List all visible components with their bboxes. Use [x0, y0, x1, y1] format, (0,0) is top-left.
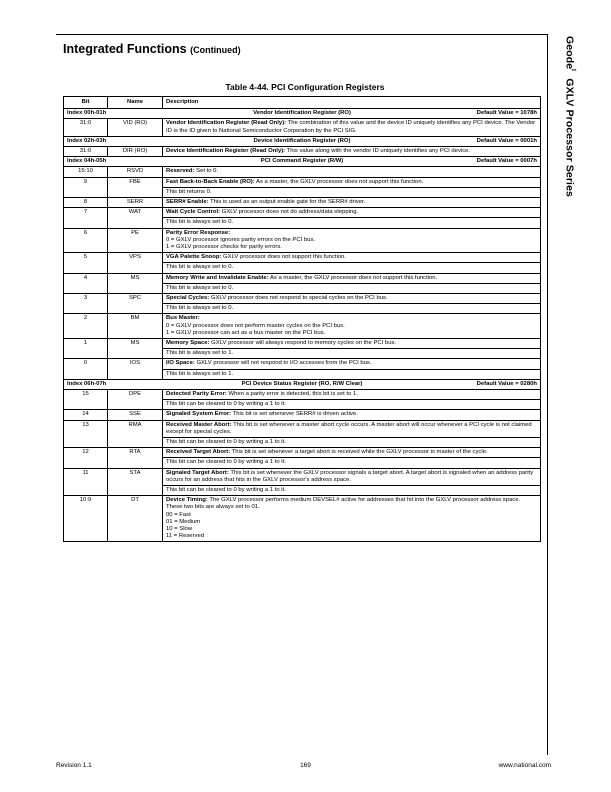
- field-name-cell: PE: [108, 228, 163, 253]
- table-body: [64, 109, 541, 542]
- description-cell: [163, 228, 541, 253]
- bit-cell: 14: [64, 410, 108, 420]
- description-cell: [163, 146, 541, 156]
- bit-cell: 8: [64, 197, 108, 207]
- description-label: Signaled Target Abort:: [166, 469, 229, 476]
- description-value-line: 00 = Fast: [166, 511, 191, 518]
- bit-cell: 4: [64, 273, 108, 293]
- description-body: This value along with the vendor ID uniquely identifies any PCI device.: [285, 147, 471, 154]
- description-note: This bit is always set to 0.: [163, 283, 540, 292]
- description-body: When a parity error is detected, this bit is set to 1.: [226, 391, 358, 398]
- description-text: [166, 209, 537, 216]
- description-label: Signaled System Error:: [166, 411, 232, 418]
- description-value-line: 11 = Reserved: [166, 533, 205, 540]
- description-note: This bit can be cleared to 0 by writing a 1 to it.: [163, 457, 540, 466]
- table-caption: Table 4-44. PCI Configuration Registers: [225, 82, 385, 92]
- description-label: Reserved:: [166, 168, 195, 175]
- register-bit-row: [64, 448, 541, 468]
- field-name-cell: MS: [108, 273, 163, 293]
- field-name-cell: DPE: [108, 390, 163, 410]
- description-note: This bit is always set to 0.: [163, 217, 540, 226]
- register-index: Index 00h-01h: [67, 110, 107, 117]
- description-note: This bit can be cleared to 0 by writing a 1 to it.: [163, 437, 540, 446]
- section-heading: [63, 42, 241, 56]
- description-text: [166, 391, 537, 398]
- description-value-line: 0 = GXLV processor ignores parity errors on the PCI bus.: [166, 236, 316, 243]
- register-bit-row: [64, 410, 541, 420]
- register-title: Vendor Identification Register (RO): [253, 110, 351, 117]
- register-bit-row: [64, 146, 541, 156]
- footer-website: www.national.com: [498, 762, 551, 769]
- register-bit-row: [64, 496, 541, 542]
- description-text: [166, 497, 537, 511]
- description-body: This bit is set whenever the GXLV processor signals a target abort. A target abort is signaled when an address parity occurs for an address that hits in the GXLV processor's address space.: [166, 469, 534, 483]
- description-body: As a master, the GXLV processor does not support this function.: [268, 274, 438, 281]
- description-label: Special Cycles:: [166, 295, 210, 302]
- description-body: As a master, the GXLV processor does not support this function.: [254, 178, 424, 185]
- description-cell: [163, 420, 541, 448]
- description-value-line: 10 = Slow: [166, 526, 193, 533]
- register-bit-row: [64, 253, 541, 273]
- description-label: Received Target Abort:: [166, 449, 231, 456]
- field-name-cell: IOS: [108, 359, 163, 379]
- description-cell: [163, 273, 541, 293]
- register-index-cell: [64, 136, 541, 146]
- description-body: This bit is set whenever a master abort cycle occurs. A master abort will occur whenever a PCI cycle is not claimed except for special cycles.: [166, 421, 532, 435]
- description-note: This bit can be cleared to 0 by writing a 1 to it.: [163, 399, 540, 408]
- description-body: The GXLV processor performs medium DEVSEL# active for addresses that hit into the GXLV processor address space. These two bits are always set to 01.: [166, 497, 521, 511]
- register-bit-row: [64, 314, 541, 339]
- description-text: [166, 411, 537, 418]
- register-index: Index 04h-05h: [67, 158, 107, 165]
- description-note: This bit can be cleared to 0 by writing a 1 to it.: [163, 485, 540, 494]
- field-name-cell: RMA: [108, 420, 163, 448]
- register-bit-row: [64, 197, 541, 207]
- bit-cell: 1: [64, 339, 108, 359]
- heading-continued: (Continued): [190, 45, 241, 55]
- description-value-line: 01 = Medium: [166, 518, 201, 525]
- description-label: Memory Write and Invalidate Enable:: [166, 274, 269, 281]
- description-cell: [163, 119, 541, 136]
- bit-cell: 10:9: [64, 496, 108, 542]
- bit-cell: 5: [64, 253, 108, 273]
- register-bit-row: [64, 273, 541, 293]
- register-index-row: [64, 109, 541, 119]
- description-cell: [163, 177, 541, 197]
- description-note: This bit is always set to 0.: [163, 262, 540, 271]
- description-cell: [163, 390, 541, 410]
- description-text: [166, 449, 537, 456]
- bit-cell: 9: [64, 177, 108, 197]
- description-cell: [163, 339, 541, 359]
- register-bit-row: [64, 228, 541, 253]
- description-cell: [163, 359, 541, 379]
- register-default-value: Default Value = 1078h: [476, 110, 537, 117]
- description-label: I/O Space:: [166, 360, 195, 367]
- bit-cell: 15:10: [64, 167, 108, 177]
- description-text: [166, 254, 537, 261]
- description-text: [166, 120, 537, 134]
- description-cell: [163, 253, 541, 273]
- register-bit-row: [64, 468, 541, 496]
- description-value-line: 1 = GXLV processor checks for parity errors.: [166, 244, 282, 250]
- field-name-cell: STA: [108, 468, 163, 496]
- description-text: [166, 148, 537, 155]
- col-header-description: Description: [163, 97, 541, 109]
- pci-config-table: [63, 96, 541, 542]
- description-cell: [163, 294, 541, 314]
- side-title: Geode™ GXLV Processor Series: [563, 36, 577, 197]
- field-name-cell: RTA: [108, 448, 163, 468]
- description-note: This bit returns 0.: [163, 187, 540, 196]
- field-name-cell: DT: [108, 496, 163, 542]
- description-text: [166, 230, 537, 237]
- description-label: Vendor Identification Register (Read Only):: [166, 120, 287, 127]
- field-name-cell: VPS: [108, 253, 163, 273]
- register-bit-row: [64, 359, 541, 379]
- register-index-cell: [64, 379, 541, 389]
- col-header-bit: Bit: [64, 97, 108, 109]
- register-default-value: Default Value = 0001h: [476, 137, 537, 144]
- description-cell: [163, 410, 541, 420]
- field-name-cell: VID (RO): [108, 119, 163, 136]
- description-body: This bit is set whenever a target abort is received while the GXLV processor is master of the cycle.: [230, 449, 488, 456]
- description-label: Fast Back-to-Back Enable (RO):: [166, 178, 255, 185]
- bit-cell: 11: [64, 468, 108, 496]
- description-label: Memory Space:: [166, 340, 210, 347]
- bit-cell: 12: [64, 448, 108, 468]
- bit-cell: 0: [64, 359, 108, 379]
- bit-cell: 15: [64, 390, 108, 410]
- description-label: Device Timing:: [166, 497, 208, 504]
- description-cell: [163, 496, 541, 542]
- description-text: [166, 340, 537, 347]
- description-note: This bit is always set to 1.: [163, 348, 540, 357]
- table-header-row: [64, 97, 541, 109]
- description-label: Parity Error Response:: [166, 229, 231, 236]
- description-body: GXLV processor will not respond to I/O accesses from the PCI bus.: [194, 360, 372, 367]
- description-label: SERR# Enable:: [166, 198, 209, 205]
- description-text: [166, 179, 537, 186]
- description-cell: [163, 208, 541, 228]
- register-index: Index 02h-03h: [67, 137, 107, 144]
- register-index-row: [64, 136, 541, 146]
- field-name-cell: SERR: [108, 197, 163, 207]
- description-label: Detected Parity Error:: [166, 391, 227, 398]
- footer-revision: Revision 1.1: [56, 762, 92, 769]
- col-header-name: Name: [108, 97, 163, 109]
- field-name-cell: SSE: [108, 410, 163, 420]
- register-title: PCI Device Status Register (RO, R/W Clear): [241, 380, 363, 387]
- register-index-row: [64, 379, 541, 389]
- description-text: [166, 275, 537, 282]
- description-note: This bit is always set to 0.: [163, 303, 540, 312]
- register-index-cell: [64, 157, 541, 167]
- description-label: Device Identification Register (Read Only):: [166, 147, 286, 154]
- register-default-value: Default Value = 0280h: [476, 380, 537, 387]
- bit-cell: 7: [64, 208, 108, 228]
- register-title: PCI Command Register (R/W): [260, 158, 344, 165]
- bit-cell: 6: [64, 228, 108, 253]
- register-index-cell: [64, 109, 541, 119]
- bit-cell: 2: [64, 314, 108, 339]
- register-index-row: [64, 157, 541, 167]
- register-bit-row: [64, 119, 541, 136]
- field-name-cell: WAT: [108, 208, 163, 228]
- description-text: [166, 199, 537, 206]
- description-text: [166, 470, 537, 484]
- bit-cell: 31:0: [64, 146, 108, 156]
- register-bit-row: [64, 339, 541, 359]
- description-label: VGA Palette Snoop:: [166, 254, 222, 261]
- field-name-cell: FBE: [108, 177, 163, 197]
- description-cell: [163, 197, 541, 207]
- description-cell: [163, 468, 541, 496]
- description-cell: [163, 448, 541, 468]
- description-body: Set to 0.: [194, 168, 219, 175]
- footer-page-number: 169: [300, 762, 311, 769]
- description-cell: [163, 167, 541, 177]
- description-label: Received Master Abort:: [166, 421, 232, 428]
- register-bit-row: [64, 294, 541, 314]
- register-bit-row: [64, 390, 541, 410]
- description-text: [166, 168, 537, 175]
- description-label: Bus Master:: [166, 315, 200, 322]
- description-text: [166, 315, 537, 322]
- field-name-cell: DIR (RO): [108, 146, 163, 156]
- description-body: This bit is set whenever SERR# is driven active.: [231, 411, 358, 418]
- description-body: GXLV processor does not respond to special cycles on the PCI bus.: [209, 295, 388, 302]
- register-title: Device Identification Register (RO): [253, 137, 351, 144]
- description-body: This is used as an output enable gate for the SERR# driver.: [208, 198, 366, 205]
- bit-cell: 3: [64, 294, 108, 314]
- description-value-line: 0 = GXLV processor does not perform master cycles on the PCI bus.: [166, 322, 345, 329]
- description-text: [166, 422, 537, 436]
- heading-main: Integrated Functions: [63, 42, 191, 56]
- description-text: [166, 360, 537, 367]
- field-name-cell: MS: [108, 339, 163, 359]
- description-label: Wait Cycle Control:: [166, 209, 221, 216]
- register-index: Index 06h-07h: [67, 380, 107, 387]
- field-name-cell: SPC: [108, 294, 163, 314]
- description-body: The combination of this value and the device ID uniquely identifies any PCI device. The Vendor ID is the ID given to National Semiconductor Corporation by the PCI SIG.: [166, 120, 536, 134]
- field-name-cell: BM: [108, 314, 163, 339]
- bit-cell: 31:0: [64, 119, 108, 136]
- description-body: GXLV processor will always respond to memory cycles on the PCI bus.: [209, 340, 397, 347]
- description-value-line: 1 = GXLV processor can act as a bus master on the PCI bus.: [166, 329, 326, 336]
- register-bit-row: [64, 208, 541, 228]
- register-bit-row: [64, 167, 541, 177]
- register-default-value: Default Value = 0007h: [476, 158, 537, 165]
- description-note: This bit is always set to 1.: [163, 369, 540, 378]
- bit-cell: 13: [64, 420, 108, 448]
- description-body: GXLV processor does not do address/data stepping.: [220, 209, 359, 216]
- description-cell: [163, 314, 541, 339]
- description-text: [166, 295, 537, 302]
- register-bit-row: [64, 177, 541, 197]
- field-name-cell: RSVD: [108, 167, 163, 177]
- description-body: GXLV processor does not support this function.: [221, 254, 347, 261]
- register-bit-row: [64, 420, 541, 448]
